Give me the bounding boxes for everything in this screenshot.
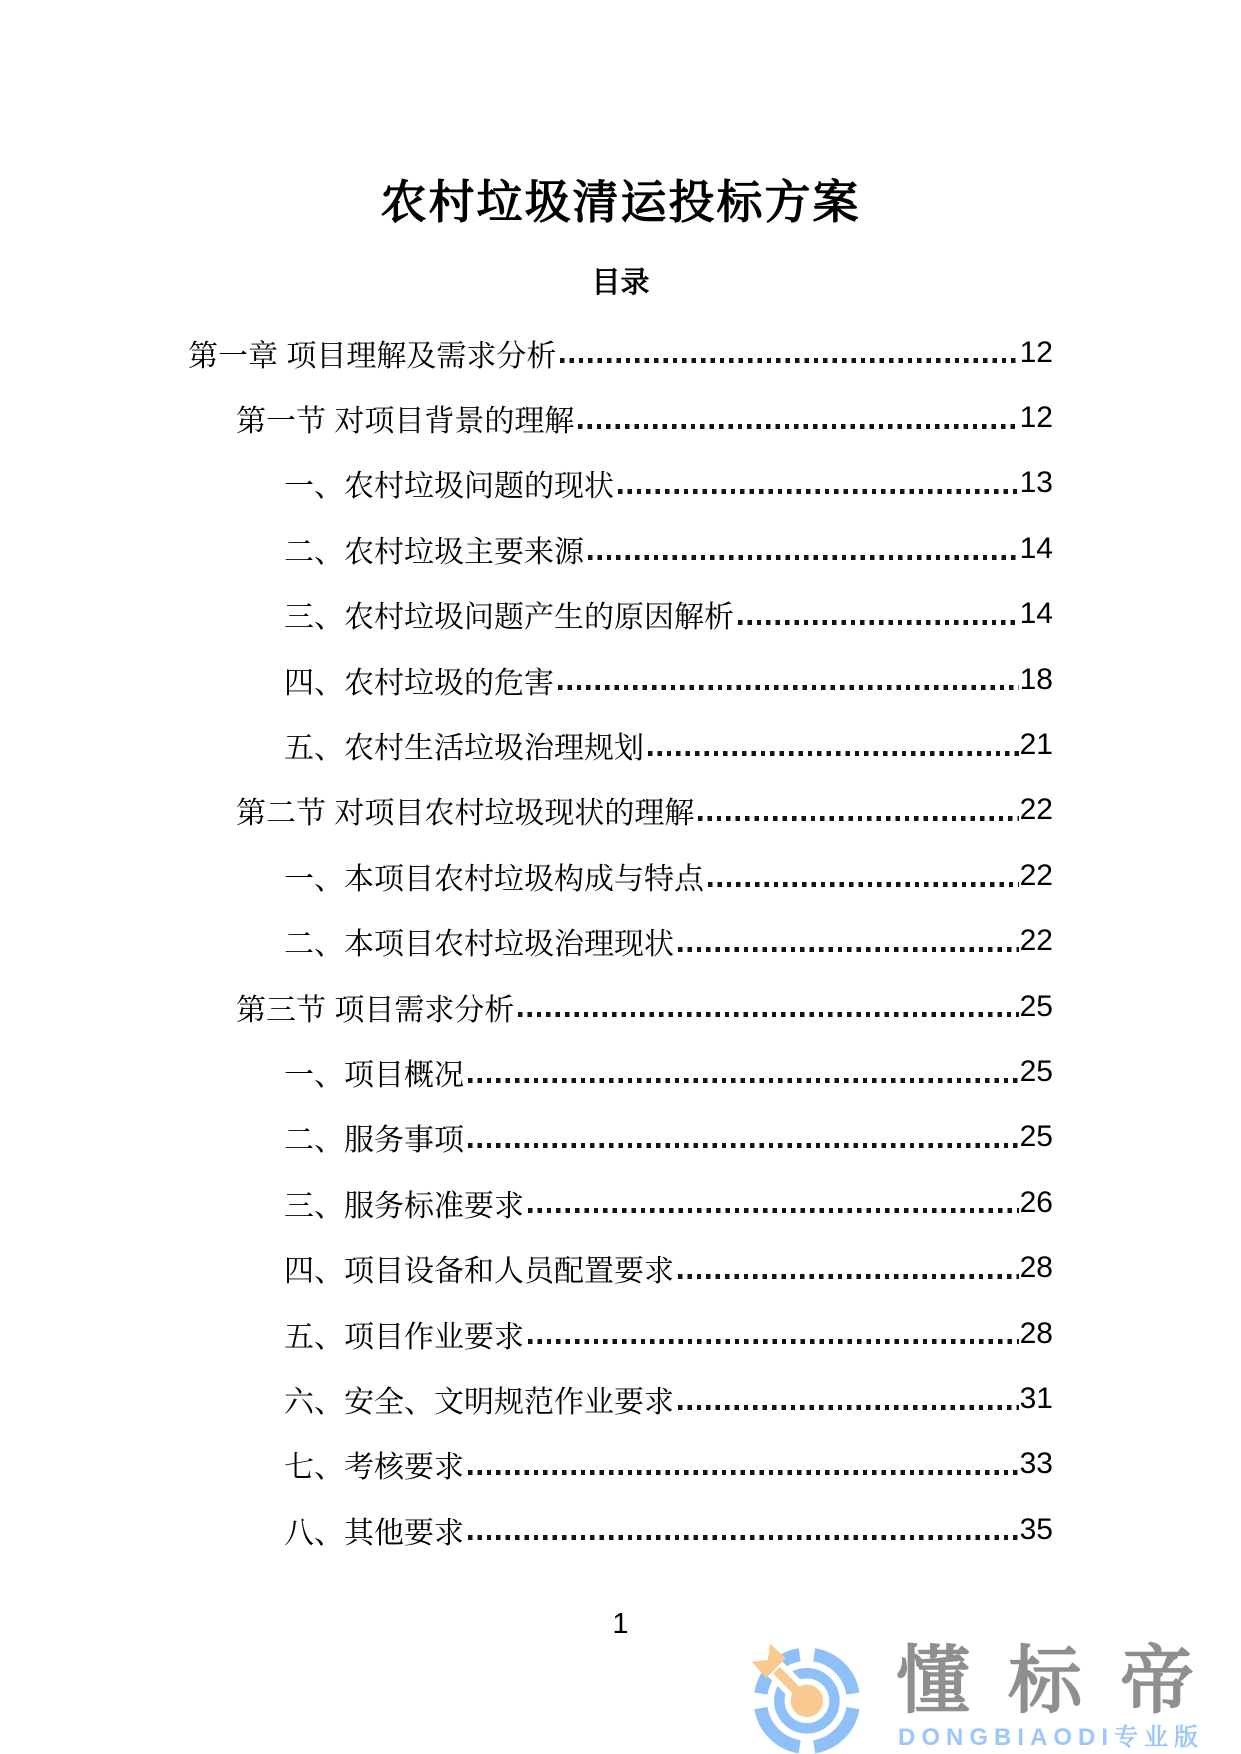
toc-entry-page: 25 xyxy=(1019,1120,1053,1154)
toc-entry[interactable] xyxy=(188,1497,1053,1562)
toc-entry[interactable] xyxy=(188,647,1053,712)
toc-entry-page: 35 xyxy=(1019,1512,1053,1546)
toc-entry[interactable] xyxy=(188,1039,1053,1104)
brand-watermark xyxy=(748,1640,1241,1754)
toc-entry[interactable] xyxy=(188,1366,1053,1431)
toc-entry-label: 四、项目设备和人员配置要求 xyxy=(284,1255,674,1289)
toc-entry[interactable] xyxy=(188,843,1053,908)
table-of-contents xyxy=(188,320,1053,1562)
toc-entry-label: 八、其他要求 xyxy=(284,1516,464,1550)
brand-subtext: DONGBIAODI专业版 xyxy=(898,1724,1204,1751)
dot-leader xyxy=(698,816,1018,821)
toc-entry[interactable] xyxy=(188,778,1053,843)
toc-entry[interactable] xyxy=(188,1105,1053,1170)
toc-entry[interactable] xyxy=(188,712,1053,777)
toc-entry-label: 七、考核要求 xyxy=(284,1451,464,1485)
toc-entry[interactable] xyxy=(188,1301,1053,1366)
toc-entry[interactable] xyxy=(188,909,1053,974)
dot-leader xyxy=(578,424,1018,429)
page-number: 1 xyxy=(612,1608,629,1640)
toc-entry-label: 五、农村生活垃圾治理规划 xyxy=(284,732,644,766)
toc-entry-label: 第三节 项目需求分析 xyxy=(236,993,515,1027)
target-arrow-icon xyxy=(748,1640,862,1754)
document-title: 农村垃圾清运投标方案 xyxy=(380,176,861,228)
toc-entry-page: 22 xyxy=(1019,858,1053,892)
toc-entry[interactable] xyxy=(188,1235,1053,1300)
toc-entry[interactable] xyxy=(188,451,1053,516)
brand-name: 懂标帝 xyxy=(896,1639,1232,1722)
toc-entry-page: 21 xyxy=(1019,728,1053,762)
toc-entry[interactable] xyxy=(188,1432,1053,1497)
dot-leader xyxy=(678,1274,1019,1279)
dot-leader xyxy=(678,1405,1019,1410)
toc-entry-page: 12 xyxy=(1019,335,1053,369)
dot-leader xyxy=(560,358,1018,363)
toc-entry-label: 第二节 对项目农村垃圾现状的理解 xyxy=(236,797,695,831)
toc-entry-page: 13 xyxy=(1019,466,1053,500)
dot-leader xyxy=(518,1012,1018,1017)
toc-entry-label: 三、服务标准要求 xyxy=(284,1189,524,1223)
dot-leader xyxy=(708,882,1019,887)
toc-entry-page: 22 xyxy=(1019,793,1053,827)
toc-entry-label: 五、项目作业要求 xyxy=(284,1320,524,1354)
toc-entry-label: 第一章 项目理解及需求分析 xyxy=(188,339,557,373)
toc-entry[interactable] xyxy=(188,974,1053,1039)
toc-entry-label: 二、服务事项 xyxy=(284,1124,464,1158)
dot-leader xyxy=(468,1535,1019,1540)
toc-heading: 目录 xyxy=(591,267,650,299)
toc-entry[interactable] xyxy=(188,582,1053,647)
toc-entry-page: 28 xyxy=(1019,1251,1053,1285)
toc-entry-label: 第一节 对项目背景的理解 xyxy=(236,405,575,439)
toc-entry-page: 28 xyxy=(1019,1316,1053,1350)
toc-entry-page: 25 xyxy=(1019,989,1053,1023)
toc-entry-label: 四、农村垃圾的危害 xyxy=(284,666,554,700)
toc-entry-label: 一、本项目农村垃圾构成与特点 xyxy=(284,862,704,896)
toc-entry-label: 三、农村垃圾问题产生的原因解析 xyxy=(284,601,734,635)
dot-leader xyxy=(528,1339,1019,1344)
toc-entry-label: 一、农村垃圾问题的现状 xyxy=(284,470,614,504)
toc-entry-page: 14 xyxy=(1019,597,1053,631)
toc-entry-page: 33 xyxy=(1019,1447,1053,1481)
toc-entry[interactable] xyxy=(188,1170,1053,1235)
toc-entry-label: 六、安全、文明规范作业要求 xyxy=(284,1385,674,1419)
toc-entry-page: 26 xyxy=(1019,1185,1053,1219)
dot-leader xyxy=(468,1470,1019,1475)
dot-leader xyxy=(648,751,1019,756)
toc-entry-label: 二、本项目农村垃圾治理现状 xyxy=(284,928,674,962)
toc-entry-page: 14 xyxy=(1019,531,1053,565)
dot-leader xyxy=(618,489,1019,494)
toc-entry-label: 一、项目概况 xyxy=(284,1058,464,1092)
toc-entry-page: 22 xyxy=(1019,924,1053,958)
dot-leader xyxy=(678,947,1019,952)
toc-entry-label: 二、农村垃圾主要来源 xyxy=(284,535,584,569)
toc-entry-page: 18 xyxy=(1019,662,1053,696)
dot-leader xyxy=(588,555,1019,560)
dot-leader xyxy=(468,1078,1019,1083)
toc-entry-page: 12 xyxy=(1019,401,1053,435)
toc-entry[interactable] xyxy=(188,516,1053,581)
dot-leader xyxy=(738,620,1019,625)
dot-leader xyxy=(468,1143,1019,1148)
toc-entry[interactable] xyxy=(188,385,1053,450)
toc-entry-page: 25 xyxy=(1019,1054,1053,1088)
toc-entry[interactable] xyxy=(188,320,1053,385)
dot-leader xyxy=(558,685,1019,690)
dot-leader xyxy=(528,1208,1019,1213)
toc-entry-page: 31 xyxy=(1019,1381,1053,1415)
